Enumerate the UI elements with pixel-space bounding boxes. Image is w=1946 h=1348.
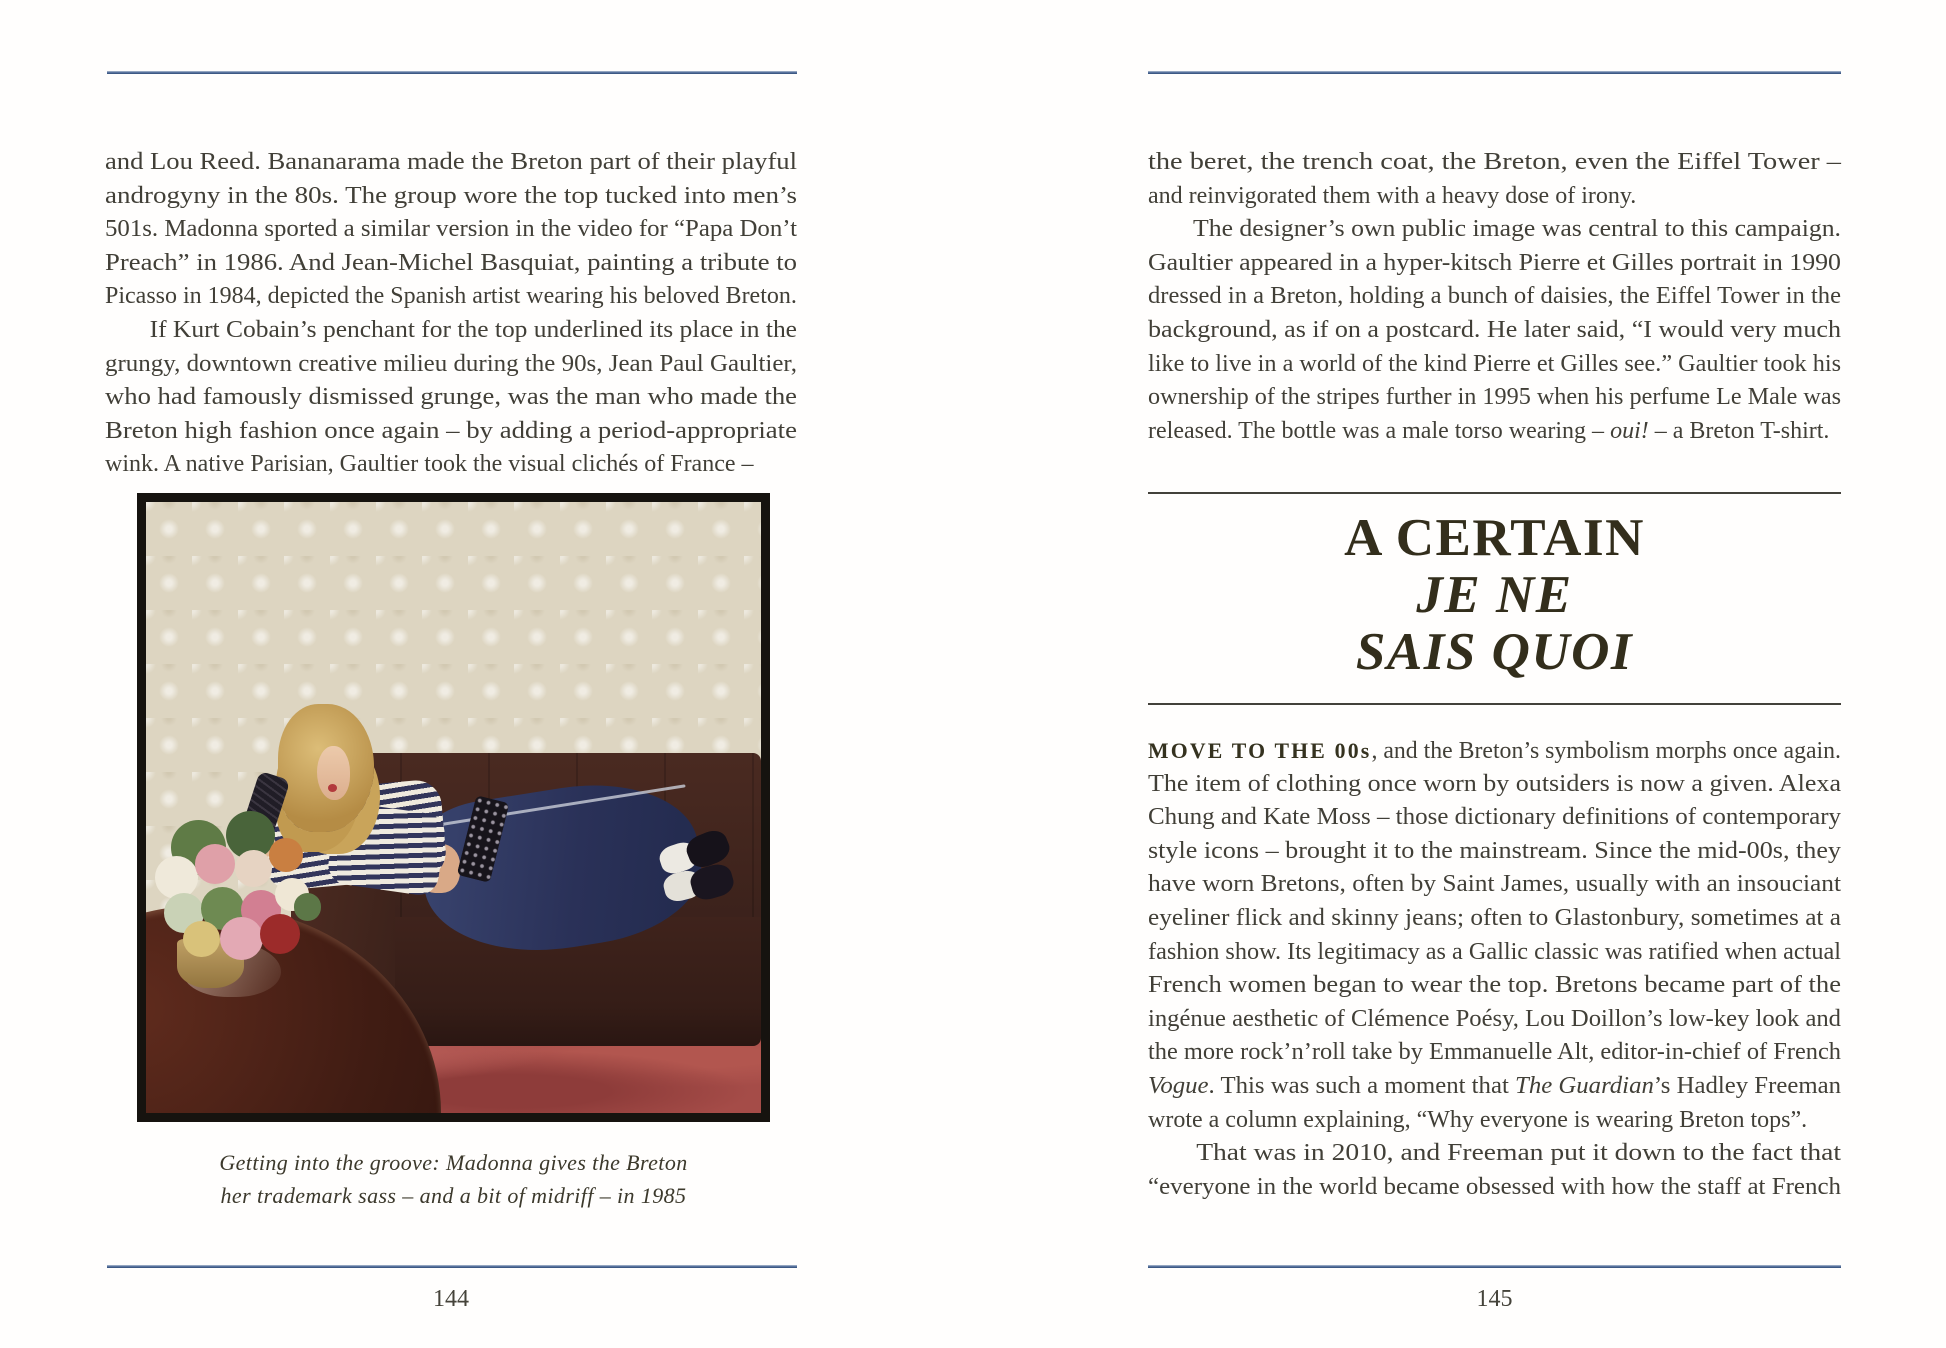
text-line: and reinvigorated them with a heavy dose of irony. — [1148, 182, 1637, 209]
text-line: Preach” in 1986. And Jean-Michel Basquiat, painting a tribute to — [105, 249, 797, 276]
text-line: MOVE TO THE 00s, and the Breton’s symbolism morphs once again. — [1148, 738, 1841, 764]
text-line: fashion show. Its legitimacy as a Gallic classic was ratified when actual — [1148, 938, 1841, 965]
text-line: Breton high fashion once again – by adding a period-appropriate — [105, 417, 797, 444]
photo-scene — [146, 502, 761, 1113]
madonna-face — [317, 746, 350, 800]
text-line: like to live in a world of the kind Pierre et Gilles see.” Gaultier took his — [1148, 350, 1841, 377]
text-line: Picasso in 1984, depicted the Spanish artist wearing his beloved Breton. — [105, 283, 797, 310]
text-line: Gaultier appeared in a hyper-kitsch Pierre et Gilles portrait in 1990 — [1148, 249, 1841, 276]
text-line: If Kurt Cobain’s penchant for the top underlined its place in the — [149, 316, 797, 343]
chapter-heading-bottom-rule — [1148, 703, 1841, 705]
left-page-body-text — [105, 146, 797, 482]
right-page-top-rule — [1148, 71, 1841, 74]
text-line: French women began to wear the top. Bretons became part of the — [1148, 972, 1841, 999]
right-page-body-text-bottom — [1148, 734, 1841, 1204]
yellow-flower — [183, 921, 220, 958]
text-line: Vogue. This was such a moment that The Guardian’s Hadley Freeman — [1148, 1072, 1841, 1099]
text-line: Chung and Kate Moss – those dictionary definitions of contemporary — [1148, 804, 1841, 831]
right-page-bottom-rule — [1148, 1265, 1841, 1268]
text-line: dressed in a Breton, holding a bunch of daisies, the Eiffel Tower in the — [1148, 283, 1841, 310]
text-line: “everyone in the world became obsessed with how the staff at French — [1148, 1173, 1841, 1200]
chapter-heading-line2: JE NE — [1416, 566, 1573, 624]
text-line: have worn Bretons, often by Saint James, usually with an insouciant — [1148, 871, 1841, 898]
text-line: androgyny in the 80s. The group wore the top tucked into men’s — [105, 182, 797, 209]
text-line: released. The bottle was a male torso wearing – oui! – a Breton T-shirt. — [1148, 417, 1830, 444]
text-line: the beret, the trench coat, the Breton, even the Eiffel Tower – — [1148, 149, 1841, 175]
chapter-heading-line1: A CERTAIN — [1344, 509, 1645, 567]
red-rose — [260, 914, 300, 954]
bouquet-leaves — [294, 893, 322, 920]
left-page-number: 144 — [433, 1286, 469, 1312]
text-line: style icons – brought it to the mainstream. Since the mid-00s, they — [1148, 837, 1841, 864]
chapter-heading-line3: SAIS QUOI — [1355, 623, 1634, 681]
text-line: the more rock’n’roll take by Emmanuelle Alt, editor-in-chief of French — [1148, 1039, 1841, 1066]
photo-caption — [137, 1146, 770, 1212]
chapter-heading-top-rule — [1148, 492, 1841, 494]
text-line: The designer’s own public image was central to this campaign. — [1193, 216, 1841, 243]
text-line: ownership of the stripes further in 1995 when his perfume Le Male was — [1148, 384, 1841, 411]
text-line: 501s. Madonna sported a similar version in the video for “Papa Don’t — [105, 216, 798, 243]
orange-flower — [269, 838, 303, 872]
right-page-body-text-top — [1148, 146, 1841, 448]
text-line: grungy, downtown creative milieu during the 90s, Jean Paul Gaultier, — [105, 350, 797, 377]
photo-caption-line2: her trademark sass – and a bit of midriff – in 1985 — [220, 1183, 687, 1208]
pink-flower — [195, 844, 235, 884]
text-line: background, as if on a postcard. He later said, “I would very much — [1148, 316, 1841, 343]
left-page-bottom-rule — [107, 1265, 797, 1268]
white-flower — [235, 850, 272, 887]
text-line: and Lou Reed. Bananarama made the Breton part of their playful — [105, 149, 797, 175]
text-line: That was in 2010, and Freeman put it down to the fact that — [1196, 1140, 1841, 1167]
text-line: The item of clothing once worn by outsiders is now a given. Alexa — [1148, 770, 1841, 797]
madonna-photo — [137, 493, 770, 1122]
text-line: eyeliner flick and skinny jeans; often to Glastonbury, sometimes at a — [1148, 904, 1841, 931]
chapter-heading — [1148, 510, 1841, 681]
photo-caption-line1: Getting into the groove: Madonna gives the Breton — [219, 1150, 688, 1175]
text-line: wrote a column explaining, “Why everyone is wearing Breton tops”. — [1148, 1106, 1808, 1133]
left-page-top-rule — [107, 71, 797, 74]
pink-rose — [220, 917, 263, 960]
text-line: wink. A native Parisian, Gaultier took the visual clichés of France – — [105, 451, 754, 478]
text-line: who had famously dismissed grunge, was the man who made the — [105, 384, 797, 411]
text-line: ingénue aesthetic of Clémence Poésy, Lou Doillon’s low-key look and — [1148, 1005, 1841, 1032]
right-page-number: 145 — [1476, 1286, 1513, 1312]
